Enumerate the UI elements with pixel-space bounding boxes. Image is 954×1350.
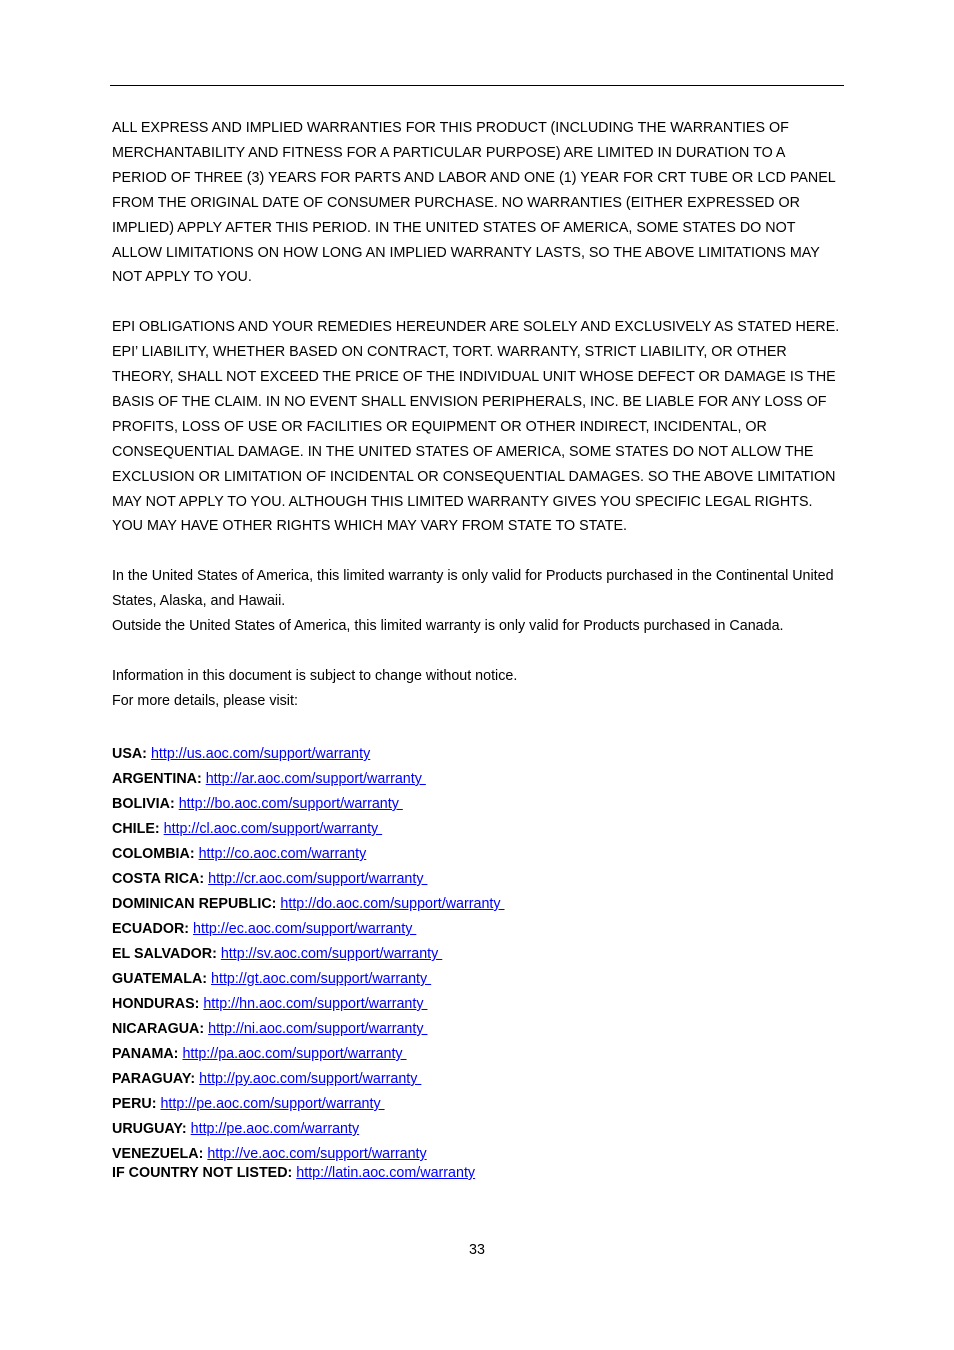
warranty-duration-paragraph: [112, 116, 852, 290]
paragraph-line: Outside the United States of America, this limited warranty is only valid for Products purchased in Canada.: [112, 618, 784, 635]
warranty-link[interactable]: http://sv.aoc.com/support/warranty: [220, 946, 443, 962]
paragraph-line: BASIS OF THE CLAIM. IN NO EVENT SHALL ENVISION PERIPHERALS, INC. BE LIABLE FOR ANY LOSS OF: [112, 393, 827, 410]
country-label: EL SALVADOR:: [112, 946, 217, 962]
paragraph-line: FROM THE ORIGINAL DATE OF CONSUMER PURCHASE. NO WARRANTIES (EITHER EXPRESSED OR: [112, 194, 800, 211]
country-label: PANAMA:: [112, 1046, 179, 1062]
warranty-link-row-paraguay: [112, 1067, 852, 1092]
paragraph-line: States, Alaska, and Hawaii.: [112, 593, 286, 610]
country-label: GUATEMALA:: [112, 971, 208, 987]
liability-paragraph: [112, 315, 852, 539]
country-label: ARGENTINA:: [112, 771, 202, 787]
country-label: VENEZUELA:: [112, 1146, 204, 1162]
country-label: PERU:: [112, 1096, 157, 1112]
warranty-link-row-costa-rica: [112, 867, 852, 892]
country-label: COSTA RICA:: [112, 871, 205, 887]
country-label: HONDURAS:: [112, 996, 200, 1012]
warranty-link[interactable]: http://pe.aoc.com/support/warranty: [160, 1096, 385, 1112]
warranty-link-row-el-salvador: [112, 942, 852, 967]
paragraph-line: MAY NOT APPLY TO YOU. ALTHOUGH THIS LIMITED WARRANTY GIVES YOU SPECIFIC LEGAL RIGHTS.: [112, 493, 813, 510]
country-label: PARAGUAY:: [112, 1071, 196, 1087]
country-label: ECUADOR:: [112, 921, 190, 937]
paragraph-line: CONSEQUENTIAL DAMAGE. IN THE UNITED STATES OF AMERICA, SOME STATES DO NOT ALLOW THE: [112, 443, 814, 460]
warranty-link-row-bolivia: [112, 792, 852, 817]
country-label: COLOMBIA:: [112, 846, 195, 862]
paragraph-line: ALL EXPRESS AND IMPLIED WARRANTIES FOR THIS PRODUCT (INCLUDING THE WARRANTIES OF: [112, 120, 789, 136]
country-label: CHILE:: [112, 821, 160, 837]
warranty-link-row-colombia: [112, 842, 852, 867]
country-label: IF COUNTRY NOT LISTED:: [112, 1165, 293, 1181]
warranty-link-row-uruguay: [112, 1117, 852, 1142]
notice-paragraph: [112, 664, 852, 714]
warranty-link[interactable]: http://us.aoc.com/support/warranty: [150, 746, 371, 762]
warranty-link[interactable]: http://latin.aoc.com/warranty: [296, 1165, 476, 1181]
paragraph-line: EXCLUSION OR LIMITATION OF INCIDENTAL OR CONSEQUENTIAL DAMAGES. SO THE ABOVE LIMITATION: [112, 468, 836, 485]
paragraph-line: EPI’ LIABILITY, WHETHER BASED ON CONTRACT, TORT. WARRANTY, STRICT LIABILITY, OR OTHER: [112, 344, 787, 361]
warranty-link[interactable]: http://pe.aoc.com/warranty: [190, 1121, 360, 1137]
warranty-link[interactable]: http://ni.aoc.com/support/warranty: [208, 1021, 428, 1037]
paragraph-line: NOT APPLY TO YOU.: [112, 269, 252, 286]
country-label: USA:: [112, 746, 147, 762]
warranty-link[interactable]: http://ar.aoc.com/support/warranty: [205, 771, 426, 787]
page-number: 33: [469, 1242, 485, 1258]
paragraph-line: PERIOD OF THREE (3) YEARS FOR PARTS AND LABOR AND ONE (1) YEAR FOR CRT TUBE OR LCD PANEL: [112, 169, 836, 186]
warranty-link-row-chile: [112, 817, 852, 842]
country-label: URUGUAY:: [112, 1121, 187, 1137]
warranty-link[interactable]: http://bo.aoc.com/support/warranty: [178, 796, 403, 812]
paragraph-line: PROFITS, LOSS OF USE OR FACILITIES OR EQUIPMENT OR OTHER INDIRECT, INCIDENTAL, OR: [112, 418, 767, 435]
warranty-link[interactable]: http://py.aoc.com/support/warranty: [199, 1071, 422, 1087]
paragraph-line: Information in this document is subject to change without notice.: [112, 667, 518, 684]
warranty-link-row-nicaragua: [112, 1017, 852, 1042]
header-rule: [110, 85, 844, 86]
warranty-link[interactable]: http://cl.aoc.com/support/warranty: [163, 821, 383, 837]
warranty-link-row-honduras: [112, 992, 852, 1017]
warranty-link-row-not-listed: [112, 1163, 852, 1184]
paragraph-line: THEORY, SHALL NOT EXCEED THE PRICE OF THE INDIVIDUAL UNIT WHOSE DEFECT OR DAMAGE IS THE: [112, 369, 836, 386]
warranty-link[interactable]: http://co.aoc.com/warranty: [198, 846, 367, 862]
country-label: NICARAGUA:: [112, 1021, 205, 1037]
warranty-link-row-argentina: [112, 767, 852, 792]
warranty-link-row-ecuador: [112, 917, 852, 942]
paragraph-line: MERCHANTABILITY AND FITNESS FOR A PARTICULAR PURPOSE) ARE LIMITED IN DURATION TO A: [112, 144, 786, 161]
warranty-text: [112, 116, 852, 714]
paragraph-line: ALLOW LIMITATIONS ON HOW LONG AN IMPLIED WARRANTY LASTS, SO THE ABOVE LIMITATIONS MAY: [112, 244, 820, 261]
warranty-link-row-panama: [112, 1042, 852, 1067]
warranty-link[interactable]: http://hn.aoc.com/support/warranty: [203, 996, 428, 1012]
paragraph-line: EPI OBLIGATIONS AND YOUR REMEDIES HEREUNDER ARE SOLELY AND EXCLUSIVELY AS STATED HERE.: [112, 319, 840, 336]
warranty-link-row-peru: [112, 1092, 852, 1117]
country-label: BOLIVIA:: [112, 796, 175, 812]
validity-paragraph: [112, 564, 852, 639]
paragraph-line: YOU MAY HAVE OTHER RIGHTS WHICH MAY VARY FROM STATE TO STATE.: [112, 518, 628, 535]
paragraph-line: IMPLIED) APPLY AFTER THIS PERIOD. IN THE UNITED STATES OF AMERICA, SOME STATES DO NOT: [112, 219, 796, 236]
warranty-link[interactable]: http://pa.aoc.com/support/warranty: [182, 1046, 407, 1062]
paragraph-line: In the United States of America, this limited warranty is only valid for Products purchased in the Continental United: [112, 568, 834, 585]
warranty-link[interactable]: http://ve.aoc.com/support/warranty: [207, 1146, 427, 1162]
country-label: DOMINICAN REPUBLIC:: [112, 896, 277, 912]
warranty-link-row-dominican-republic: [112, 892, 852, 917]
warranty-links-list: [112, 742, 852, 1184]
warranty-link[interactable]: http://do.aoc.com/support/warranty: [280, 896, 505, 912]
warranty-link-row-usa: [112, 742, 852, 767]
warranty-link[interactable]: http://cr.aoc.com/support/warranty: [208, 871, 428, 887]
paragraph-line: For more details, please visit:: [112, 692, 298, 709]
warranty-link[interactable]: http://ec.aoc.com/support/warranty: [193, 921, 417, 937]
warranty-link-row-guatemala: [112, 967, 852, 992]
warranty-link[interactable]: http://gt.aoc.com/support/warranty: [211, 971, 432, 987]
